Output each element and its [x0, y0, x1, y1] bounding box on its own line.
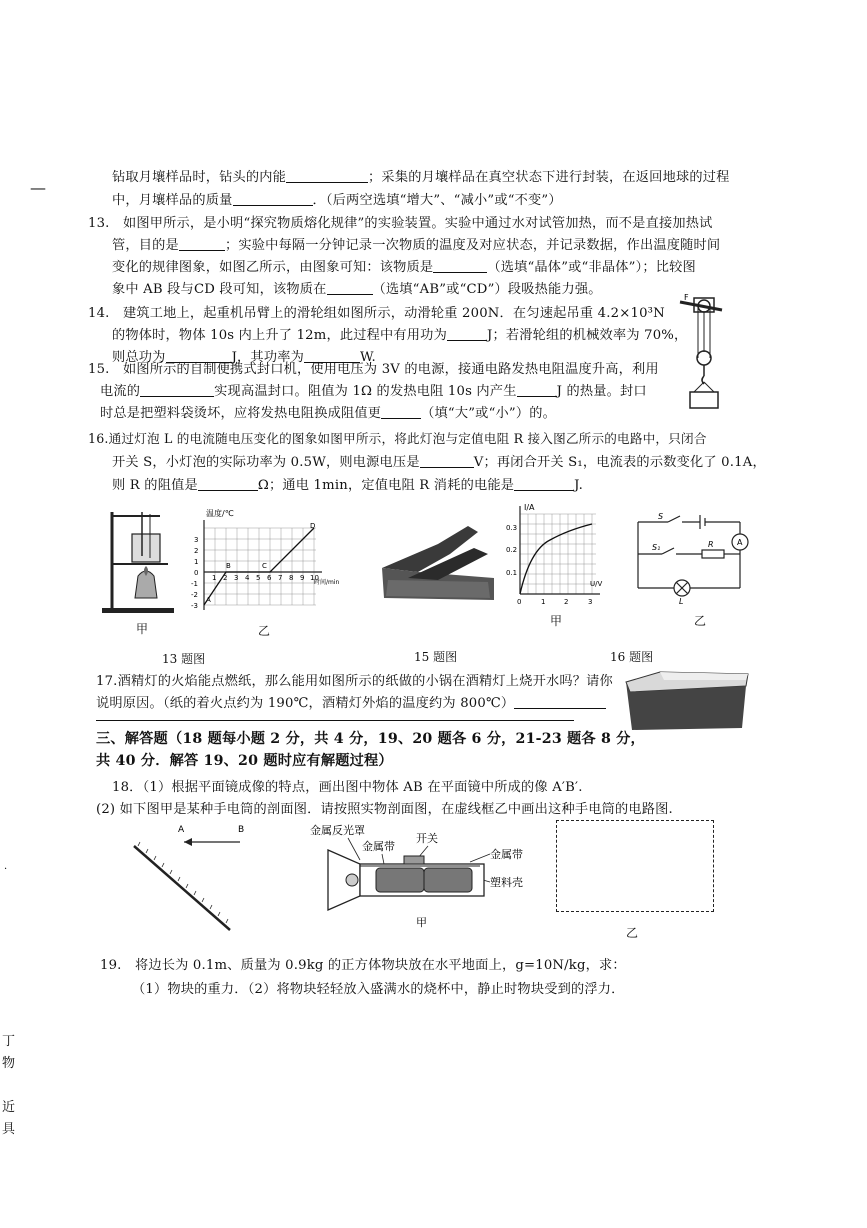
- svg-text:F: F: [684, 293, 689, 302]
- q18-line2: (2) 如下图甲是某种手电筒的剖面图．请按照实物剖面图，在虚线框乙中画出这种手电筒的电路图.: [96, 802, 673, 817]
- q13-temperature-graph: [190, 506, 360, 618]
- svg-text:10: 10: [310, 574, 319, 582]
- point-label: C: [262, 562, 267, 570]
- answer-blank[interactable]: [433, 259, 487, 273]
- q15-line1: 15. 如图所示的自制便携式封口机，使用电压为 3V 的电源，接通电路发热电阻温度升高，利用: [88, 362, 659, 377]
- svg-text:2: 2: [223, 574, 228, 582]
- q16-circuit-diagram: [628, 510, 758, 606]
- lamp-label: L: [679, 597, 684, 606]
- section-heading: 三、解答题（18 题每小题 2 分，共 4 分，19、20 题各 6 分，21-23 题各 8 分，: [96, 731, 645, 747]
- figure-caption: 13 题图: [162, 652, 206, 666]
- margin-dash: —: [30, 178, 46, 197]
- point-b-label: B: [238, 825, 245, 835]
- answer-blank[interactable]: [381, 405, 421, 419]
- ammeter-label: A: [737, 538, 743, 547]
- resistor-label: R: [708, 540, 714, 549]
- x-axis-label: 时间/min: [314, 579, 340, 586]
- q17-line2: 说明原因。（纸的着火点约为 190℃，酒精灯外焰的温度约为 800℃）: [96, 692, 606, 711]
- point-label: A: [206, 596, 211, 604]
- q18-flashlight-figure: [300, 820, 550, 932]
- x-tick: 2: [564, 598, 569, 606]
- svg-text:1: 1: [194, 558, 199, 566]
- y-tick: 0.2: [506, 546, 518, 554]
- answer-line[interactable]: [96, 720, 574, 721]
- circuit-answer-box[interactable]: [556, 820, 714, 912]
- q16-line2: 开关 S，小灯泡的实际功率为 0.5W，则电源电压是 V；再闭合开关 S₁，电流表的示数变化了 0.1A，: [112, 455, 766, 470]
- answer-blank[interactable]: [233, 192, 313, 206]
- margin-char: 具: [2, 1122, 16, 1137]
- metal-strip-label: 金属带: [490, 848, 523, 861]
- answer-blank[interactable]: [286, 169, 368, 183]
- metal-strip-label: 金属带: [362, 840, 395, 853]
- x-tick: 3: [588, 598, 593, 606]
- figure-label: 甲: [136, 622, 149, 636]
- y-axis-label: I/A: [524, 503, 535, 512]
- q16-line3: 则 R 的阻值是 Ω；通电 1min，定值电阻 R 消耗的电能是 J.: [112, 478, 583, 493]
- svg-text:0: 0: [194, 569, 199, 577]
- q16-current-voltage-graph: [506, 500, 606, 612]
- q14-line2: 的物体时，物体 10s 内上升了 12m，此过程中有用功为 J；若滑轮组的机械效率为 70%，: [112, 328, 688, 343]
- q17-line1: 17.酒精灯的火焰能点燃纸，那么能用如图所示的纸做的小锅在酒精灯上烧开水吗？请你: [96, 674, 613, 689]
- answer-blank[interactable]: [517, 383, 557, 397]
- q13-line1: 13. 如图甲所示，是小明“探究物质熔化规律”的实验装置。实验中通过水对试管加热，而不是直接加热试: [88, 216, 713, 231]
- q17-paper-pot-photo: [620, 664, 752, 734]
- answer-blank[interactable]: [514, 695, 606, 709]
- switch-label: 开关: [416, 832, 438, 845]
- svg-text:7: 7: [278, 574, 283, 582]
- svg-text:-1: -1: [191, 580, 198, 588]
- pulley-figure: [676, 292, 728, 412]
- y-tick: 0.3: [506, 524, 518, 532]
- x-tick: 1: [541, 598, 546, 606]
- margin-char: 丁: [2, 1034, 16, 1049]
- q14-line1: 14. 建筑工地上，起重机吊臂上的滑轮组如图所示，动滑轮重 200N．在匀速起吊重 4.2×10³N: [88, 306, 665, 321]
- plastic-shell-label: 塑料壳: [490, 876, 523, 889]
- figure-caption: 15 题图: [414, 650, 458, 664]
- reflector-label: 金属反光罩: [310, 824, 365, 837]
- svg-text:-2: -2: [191, 591, 198, 599]
- point-label: B: [226, 562, 231, 570]
- svg-text:3: 3: [194, 536, 199, 544]
- svg-text:5: 5: [256, 574, 261, 582]
- q14-line3: 则总功为 J，其功率为 W.: [112, 350, 376, 365]
- svg-text:4: 4: [245, 574, 250, 582]
- q13-apparatus-figure: [98, 506, 178, 616]
- q13-line2: 管，目的是 ；实验中每隔一分钟记录一次物质的温度及对应状态，并记录数据，作出温度随时间: [112, 238, 721, 253]
- q18-line1: 18．（1）根据平面镜成像的特点，画出图中物体 AB 在平面镜中所成的像 A′B′.: [112, 780, 583, 795]
- q13-line3: 变化的规律图象，如图乙所示，由图象可知：该物质是 （选填“晶体”或“非晶体”）；比较图: [112, 260, 696, 275]
- svg-text:3: 3: [234, 574, 239, 582]
- svg-text:8: 8: [289, 574, 294, 582]
- y-tick: 0.1: [506, 569, 518, 577]
- svg-text:6: 6: [267, 574, 272, 582]
- answer-blank[interactable]: [140, 383, 214, 397]
- svg-text:9: 9: [300, 574, 305, 582]
- svg-text:2: 2: [194, 547, 199, 555]
- q13-line4: 象中 AB 段与CD 段可知，该物质在 （选填“AB”或“CD”）段吸热能力强。: [112, 282, 602, 297]
- q12-line2: 中，月壤样品的质量 ．（后两空选填“增大”、“减小”或“不变”）: [112, 193, 562, 208]
- section-heading: 共 40 分．解答 19、20 题时应有解题过程）: [96, 753, 393, 769]
- svg-text:1: 1: [212, 574, 217, 582]
- figure-label: 甲: [550, 614, 563, 628]
- figure-label: 乙: [626, 926, 639, 940]
- q15-line3: 时总是把塑料袋烫坏，应将发热电阻换成阻值更 （填“大”或“小”）的。: [100, 406, 557, 421]
- figure-caption: 16 题图: [610, 650, 654, 664]
- answer-blank[interactable]: [327, 281, 373, 295]
- figure-label: 乙: [694, 614, 707, 628]
- q15-sealer-photo: [378, 518, 498, 602]
- margin-char: 近: [2, 1100, 16, 1115]
- switch-label: S₁: [652, 543, 661, 552]
- switch-label: S: [658, 512, 664, 521]
- x-axis-label: U/V: [590, 580, 603, 588]
- answer-blank[interactable]: [447, 327, 487, 341]
- figure-label: 乙: [258, 624, 271, 638]
- answer-blank[interactable]: [179, 237, 225, 251]
- q16-line1: 16.通过灯泡 L 的电流随电压变化的图象如图甲所示，将此灯泡与定值电阻 R 接入图乙所示的电路中，只闭合: [88, 431, 707, 446]
- point-label: D: [310, 522, 316, 530]
- svg-text:-3: -3: [191, 602, 198, 610]
- margin-dot: ·: [4, 864, 8, 875]
- q18-mirror-figure: [128, 820, 268, 938]
- x-tick: 0: [517, 598, 522, 606]
- figure-label: 甲: [416, 916, 427, 929]
- margin-char: 物: [2, 1056, 16, 1071]
- q15-line2: 电流的 实现高温封口。阻值为 1Ω 的发热电阻 10s 内产生 J 的热量。封口: [100, 384, 647, 399]
- y-axis-label: 温度/℃: [206, 509, 234, 518]
- q19-line2: （1）物块的重力．（2）将物块轻轻放入盛满水的烧杯中，静止时物块受到的浮力．: [132, 982, 625, 997]
- answer-blank[interactable]: [420, 454, 474, 468]
- q19-line1: 19. 将边长为 0.1m、质量为 0.9kg 的正方体物块放在水平地面上，g=10N/kg，求：: [100, 958, 626, 973]
- q12-line1: 钻取月壤样品时，钻头的内能 ；采集的月壤样品在真空状态下进行封装，在返回地球的过程: [112, 170, 730, 185]
- answer-blank[interactable]: [198, 477, 258, 491]
- point-a-label: A: [178, 825, 185, 835]
- answer-blank[interactable]: [514, 477, 574, 491]
